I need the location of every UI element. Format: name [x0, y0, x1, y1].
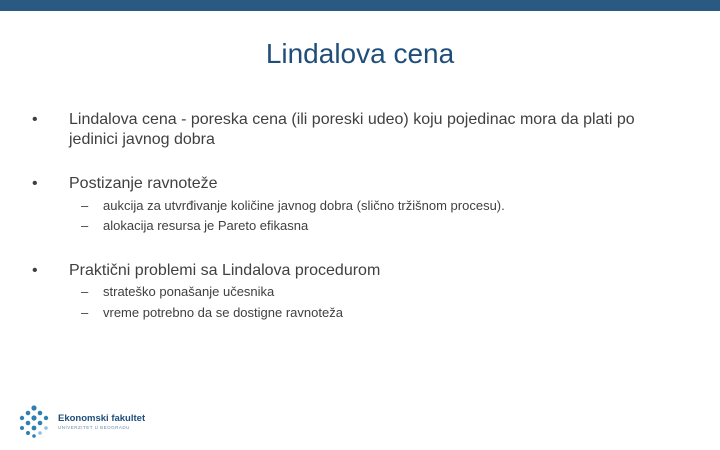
logo-name: Ekonomski fakultet [58, 413, 146, 424]
faculty-logo [17, 405, 157, 439]
sub-bullet-text: aukcija za utvrđivanje količine javnog dobra (slično tržišnom procesu). [103, 198, 505, 213]
sub-bullet-text: alokacija resursa je Pareto efikasna [103, 218, 309, 233]
sub-bullet-text: vreme potrebno da se dostigne ravnoteža [103, 305, 343, 320]
top-bar [0, 0, 720, 11]
logo-subtitle: UNIVERZITET U BEOGRADU [58, 425, 130, 430]
sub-bullet-marker: – [81, 218, 89, 233]
bullet-marker: • [32, 262, 38, 279]
bullet-marker: • [32, 111, 38, 128]
bullet-text-practical-problems: Praktični problemi sa Lindalova procedurom [69, 262, 381, 279]
sub-bullet-text: strateško ponašanje učesnika [103, 284, 275, 299]
bullet-marker: • [32, 175, 38, 192]
slide-title: Lindalova cena [265, 38, 455, 69]
dots-logo-icon [17, 405, 51, 439]
sub-bullet-marker: – [81, 305, 89, 320]
bullet-text-equilibrium: Postizanje ravnoteže [69, 175, 218, 192]
bullet-text-lindahl-price: Lindalova cena - poreska cena (ili poreski udeo) koju pojedinac mora da plati po jedinici javnog dobra [69, 111, 635, 148]
sub-bullet-marker: – [81, 198, 89, 213]
sub-bullet-marker: – [81, 284, 89, 299]
